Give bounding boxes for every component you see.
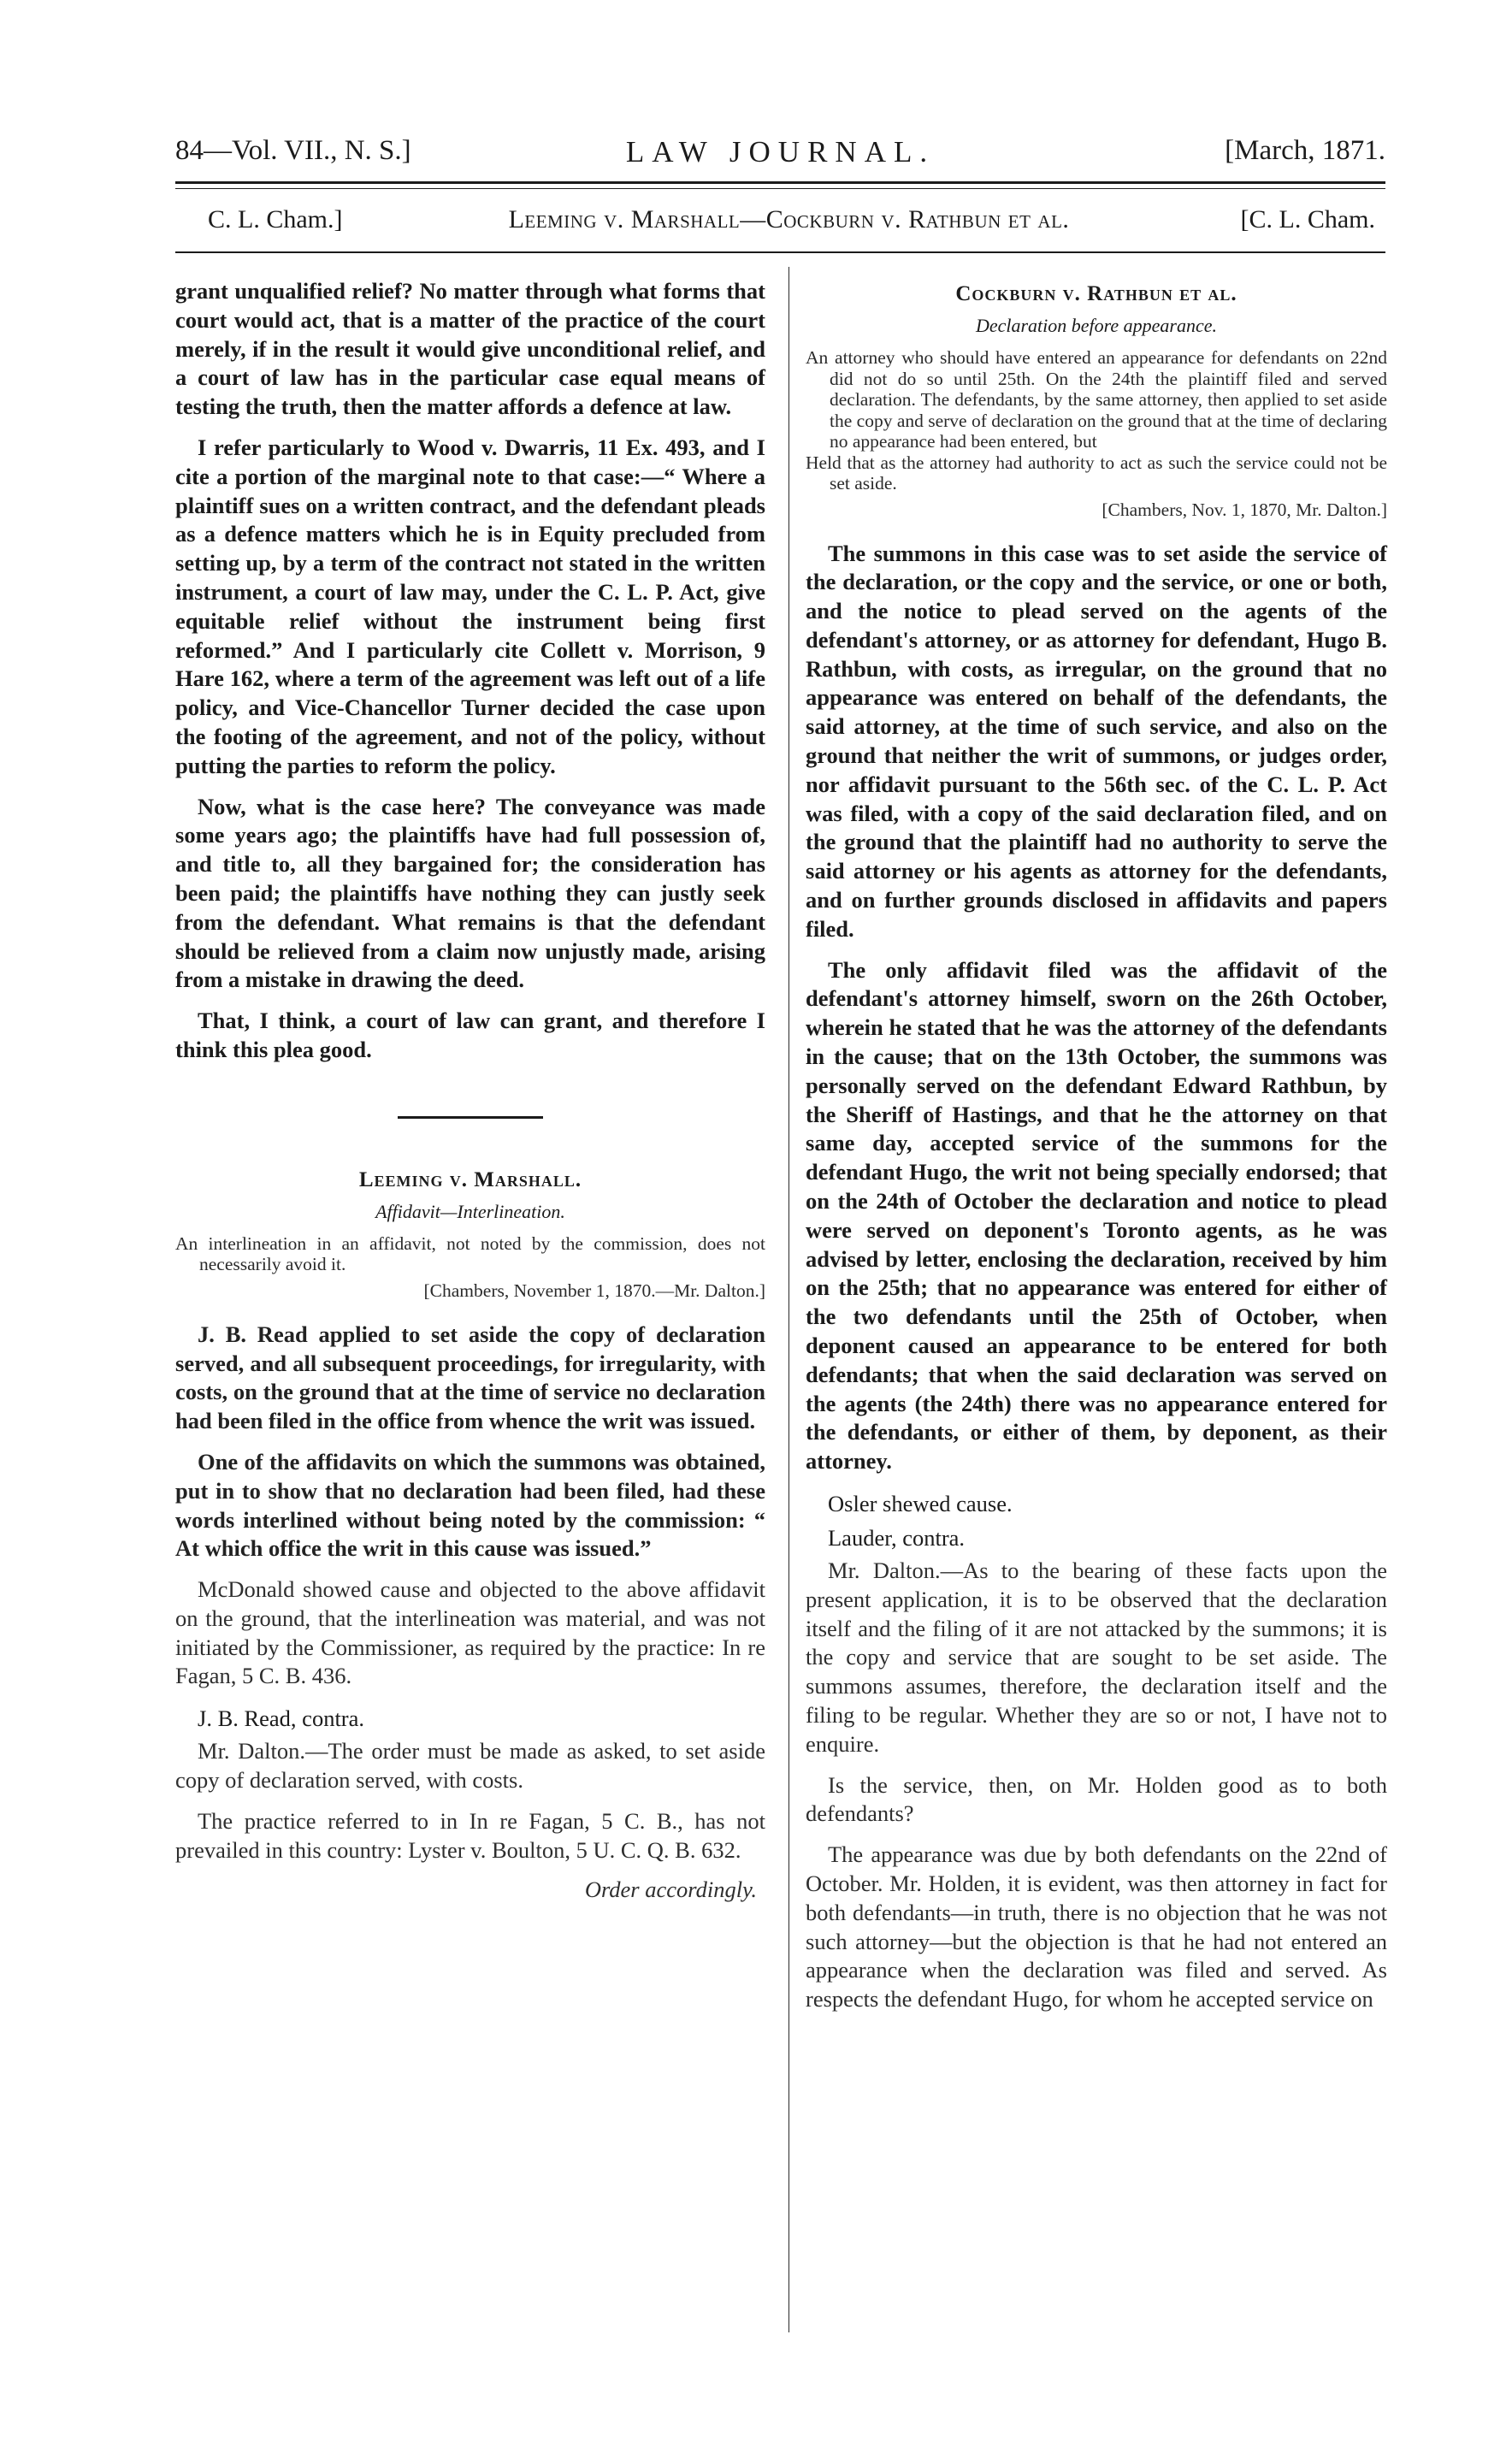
paragraph: One of the affidavits on which the summons was obtained, put in to show that no declaration had been filed, had these words interlined without being noted by the commission: “ At which office the writ in this cause was issued.” (175, 1448, 765, 1562)
right-column (806, 277, 1387, 2026)
order-line: Order accordingly. (584, 1877, 757, 1903)
court-label-right: [C. L. Cham. (1240, 205, 1375, 233)
paragraph: Mr. Dalton.—The order must be made as asked, to set aside copy of declaration served, with costs. (175, 1738, 765, 1794)
headnote: An attorney who should have entered an appearance for defendants on 22nd did not do so until 25th. On the 24th the plaintiff filed and served declaration. The defendants, by the same attorney, then applied to set aside the copy and serve of declaration on the ground that at the time of declaring no appearance had been entered, but (806, 347, 1387, 452)
case-subtitle: Affidavit—Interlineation. (375, 1200, 565, 1222)
paragraph: The appearance was due by both defendants on the 22nd of October. Mr. Holden, it is evident, was then attorney in fact for both defendants—in truth, there is no objection that he was not such attorney—but the objection is that he had not entered an appearance when the declaration was filed and served. As respects the defendant Hugo, for whom he accepted service on (806, 1841, 1387, 2013)
left-column (175, 277, 765, 1903)
case-title: Cockburn v. Rathbun et al. (955, 282, 1237, 305)
paragraph: The only affidavit filed was the affidavit of the defendant's attorney himself, sworn on the 26th October, wherein he stated that he was the attorney of the defendants in the cause; that on the 13th October, the summons was personally served on the defendant Edward Rathbun, by the Sheriff of Hastings, and that he the attorney on that same day, accepted service of the summons for the defendant Hugo, the writ not being specially endorsed; that on the 24th of October the declaration and notice to plead were served on deponent's Toronto agents, as he was advised by letter, enclosing the declaration, received by him on the 25th; that no appearance was entered for either of the two defendants until the 25th of October, when deponent caused an appearance to be entered for both defendants; that when the said declaration was served on the agents (the 24th) there was no appearance entered for the defendants, or either of them, by deponent, as their attorney. (806, 956, 1387, 1475)
court-label-left: C. L. Cham.] (208, 205, 343, 233)
case-subtitle: Declaration before appearance. (975, 315, 1218, 336)
page-volume-label: 84—Vol. VII., N. S.] (175, 135, 411, 166)
case-citation: [Chambers, Nov. 1, 1870, Mr. Dalton.] (1102, 499, 1387, 520)
counsel-line: J. B. Read, contra. (198, 1705, 365, 1732)
case-title: Leeming v. Marshall. (358, 1167, 582, 1191)
paragraph: Mr. Dalton.—As to the bearing of these facts upon the present application, it is to be observed that the declaration itself and the filing of it are not attacked by the summons; it is the copy and service that are sought to be set aside. The summons assumes, therefore, the declaration itself and the filing to be regular. Whether they are so or not, I have not to enquire. (806, 1557, 1387, 1757)
running-head (175, 135, 1385, 178)
case-running-head (192, 205, 1385, 243)
case-head-rule (175, 251, 1385, 253)
paragraph: Is the service, then, on Mr. Holden good as to both defendants? (806, 1771, 1387, 1827)
headnote: An interlineation in an affidavit, not noted by the commission, does not necessarily avoid it. (175, 1232, 765, 1275)
case-names: Leeming v. Marshall—Cockburn v. Rathbun et al. (508, 205, 1070, 233)
headnote-held: Held that as the attorney had authority to act as such the service could not be set aside. (806, 452, 1387, 494)
paragraph: That, I think, a court of law can grant, and therefore I think this plea good. (175, 1008, 765, 1062)
issue-date: [March, 1871. (1225, 135, 1385, 166)
paragraph: McDonald showed cause and objected to the above affidavit on the ground, that the interlineation was material, and was not initiated by the Commissioner, as required by the practice: In re Fagan, 5 C. B. 436. (175, 1576, 765, 1689)
counsel-line: Lauder, contra. (828, 1525, 966, 1551)
header-rule-thick (175, 181, 1385, 184)
counsel-line: Osler shewed cause. (828, 1491, 1013, 1516)
paragraph: Now, what is the case here? The conveyance was made some years ago; the plaintiffs have had full possession of, and title to, all they bargained for; the consideration has been paid; the plaintiffs have nothing they can justly seek from the defendant. What remains is that the defendant should be relieved from a claim now unjustly made, arising from a mistake in drawing the deed. (175, 793, 765, 993)
case-citation: [Chambers, November 1, 1870.—Mr. Dalton.] (423, 1280, 765, 1301)
paragraph: The summons in this case was to set aside the service of the declaration, or the copy and the service, or one or both, and the notice to plead served on the agents of the defendant's attorney, or as attorney for defendant, Hugo B. Rathbun, with costs, as irregular, on the ground that no appearance was entered on behalf of the defendants, the said attorney, at the time of such service, and also on the ground that neither the writ of summons, or judges order, nor affidavit pursuant to the 56th sec. of the C. L. P. Act was filed, with a copy of the said declaration filed, and on the ground that the plaintiff had no authority to serve the said attorney or his agents as attorney for the defendants, and on further grounds disclosed in affidavits and papers filed. (806, 540, 1387, 942)
header-rule-thin (175, 188, 1385, 189)
section-separator (398, 1116, 543, 1119)
journal-title: LAW JOURNAL. (625, 135, 936, 168)
paragraph: I refer particularly to Wood v. Dwarris, 11 Ex. 493, and I cite a portion of the marginal note to that case:—“ Where a plaintiff sues on a written contract, and the defendant pleads as a defence matters which he is in Equity precluded from setting up, by a term of the contract not stated in the written instrument, a court of law may, under the C. L. P. Act, give equitable relief without the instrument being first reformed.” And I particularly cite Collett v. Morrison, 9 Hare 162, where a term of the agreement was left out of a life policy, and Vice-Chancellor Turner decided the case upon the footing of the agreement, and not of the policy, without putting the parties to reform the policy. (175, 434, 765, 778)
column-divider (788, 267, 789, 2332)
paragraph: grant unqualified relief? No matter through what forms that court would act, that is a matter of the practice of the court merely, if in the result it would give unconditional relief, and a court of law has in the particular case equal means of testing the truth, then the matter affords a defence at law. (175, 278, 765, 420)
paragraph: J. B. Read applied to set aside the copy of declaration served, and all subsequent proceedings, for irregularity, with costs, on the ground that at the time of service no declaration had been filed in the office from whence the writ was issued. (175, 1321, 765, 1434)
paragraph: The practice referred to in In re Fagan, 5 C. B., has not prevailed in this country: Lyster v. Boulton, 5 U. C. Q. B. 632. (175, 1807, 765, 1863)
